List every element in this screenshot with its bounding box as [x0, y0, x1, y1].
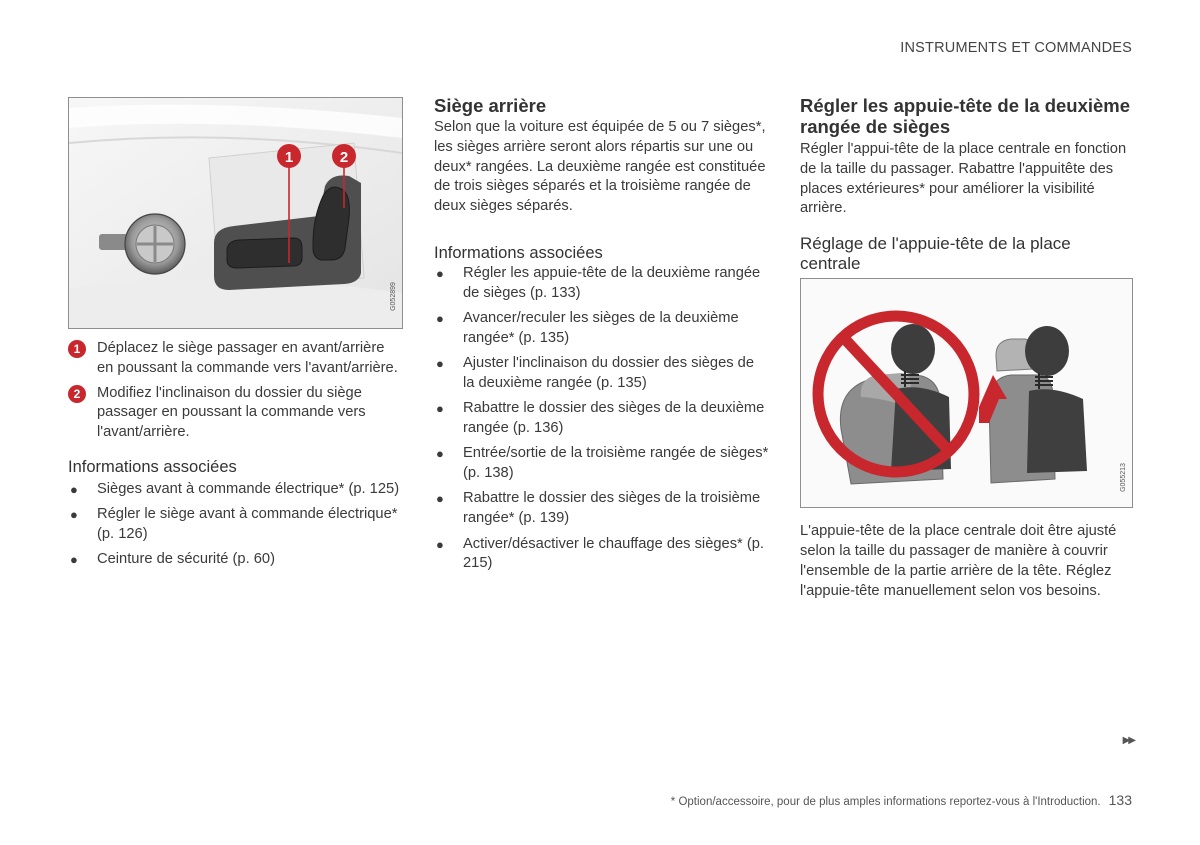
callout-marker-1-label: 1 [284, 149, 294, 166]
related-link[interactable]: ● Ajuster l'inclinaison du dossier des sièges de la deuxième rangée (p. 135) [436, 355, 755, 391]
figure-code: G055213 [1120, 463, 1128, 493]
subsection-heading: Réglage de l'appuie-tête de la place centrale [800, 234, 1071, 274]
callout-item-2 [68, 384, 403, 443]
seat-controls-figure [68, 97, 403, 329]
figure-code: G052899 [390, 282, 398, 311]
next-page-arrows-icon: ▶▶ [1122, 735, 1134, 746]
related-link[interactable]: ● Avancer/reculer les sièges de la deuxième rangée* (p. 135) [436, 310, 739, 346]
section-heading: Régler les appuie-tête de la deuxième rangée de sièges [800, 95, 1131, 137]
related-link[interactable]: ● Entrée/sortie de la troisième rangée de sièges* (p. 138) [436, 445, 769, 482]
callout-badge-1: 1 [68, 340, 86, 358]
middle-column [434, 95, 769, 580]
related-link[interactable]: ● Rabattre le dossier des sièges de la deuxième rangée (p. 136) [436, 400, 765, 437]
callout-list [68, 339, 403, 443]
section-body: Selon que la voiture est équipée de 5 ou 7 sièges*, les sièges arrière seront alors répartis sur une ou deux* rangées. La deuxième rangée est constituée de trois sièges séparés et la troisième rangée de deux sièges séparés. [434, 119, 766, 215]
callout-marker-2-label: 2 [339, 149, 349, 166]
footnote [671, 792, 1132, 808]
related-link[interactable]: ● Régler les appuie-tête de la deuxième rangée de sièges (p. 133) [436, 264, 761, 301]
left-column [68, 97, 403, 576]
related-info-list [434, 264, 769, 574]
seat-controls-illustration [69, 98, 402, 328]
section-heading: Siège arrière [434, 95, 547, 116]
callout-badge-2: 2 [68, 385, 86, 403]
related-info-list [68, 480, 403, 570]
related-link[interactable]: ● Rabattre le dossier des sièges de la troisième rangée* (p. 139) [436, 490, 761, 527]
related-info-heading: Informations associées [434, 243, 603, 262]
related-link[interactable]: ● Activer/désactiver le chauffage des sièges* (p. 215) [436, 535, 764, 572]
callout-text-2: Modifiez l'inclinaison du dossier du siège passager en poussant la commande vers l'avant/arrière. [97, 384, 366, 441]
section-header: INSTRUMENTS ET COMMANDES [900, 40, 1132, 56]
related-link[interactable]: ● Régler le siège avant à commande électrique* (p. 126) [70, 506, 398, 543]
right-column [800, 95, 1135, 601]
headrest-illustration [801, 279, 1132, 507]
callout-text-1: Déplacez le siège passager en avant/arrière en poussant la commande vers l'avant/arrière. [97, 340, 398, 376]
section-body: Régler l'appui-tête de la place centrale en fonction de la taille du passager. Rabattre l'appuitête des places extérieures* pour améliorer la visibilité arrière. [800, 141, 1127, 217]
page-number: 133 [1108, 792, 1132, 808]
related-link[interactable]: ● Ceinture de sécurité (p. 60) [70, 551, 275, 568]
headrest-figure [800, 278, 1133, 508]
related-link[interactable]: ● Sièges avant à commande électrique* (p. 125) [70, 480, 400, 497]
callout-item-1 [68, 339, 403, 379]
figure-caption: L'appuie-tête de la place centrale doit être ajusté selon la taille du passager de manière à couvrir l'ensemble de la partie arrière de la tête. Réglez l'appuie-tête manuellement selon vos besoins. [800, 523, 1117, 599]
footnote-text: * Option/accessoire, pour de plus amples informations reportez-vous à l'Introduction. [670, 796, 1101, 808]
related-info-heading: Informations associées [68, 457, 237, 476]
